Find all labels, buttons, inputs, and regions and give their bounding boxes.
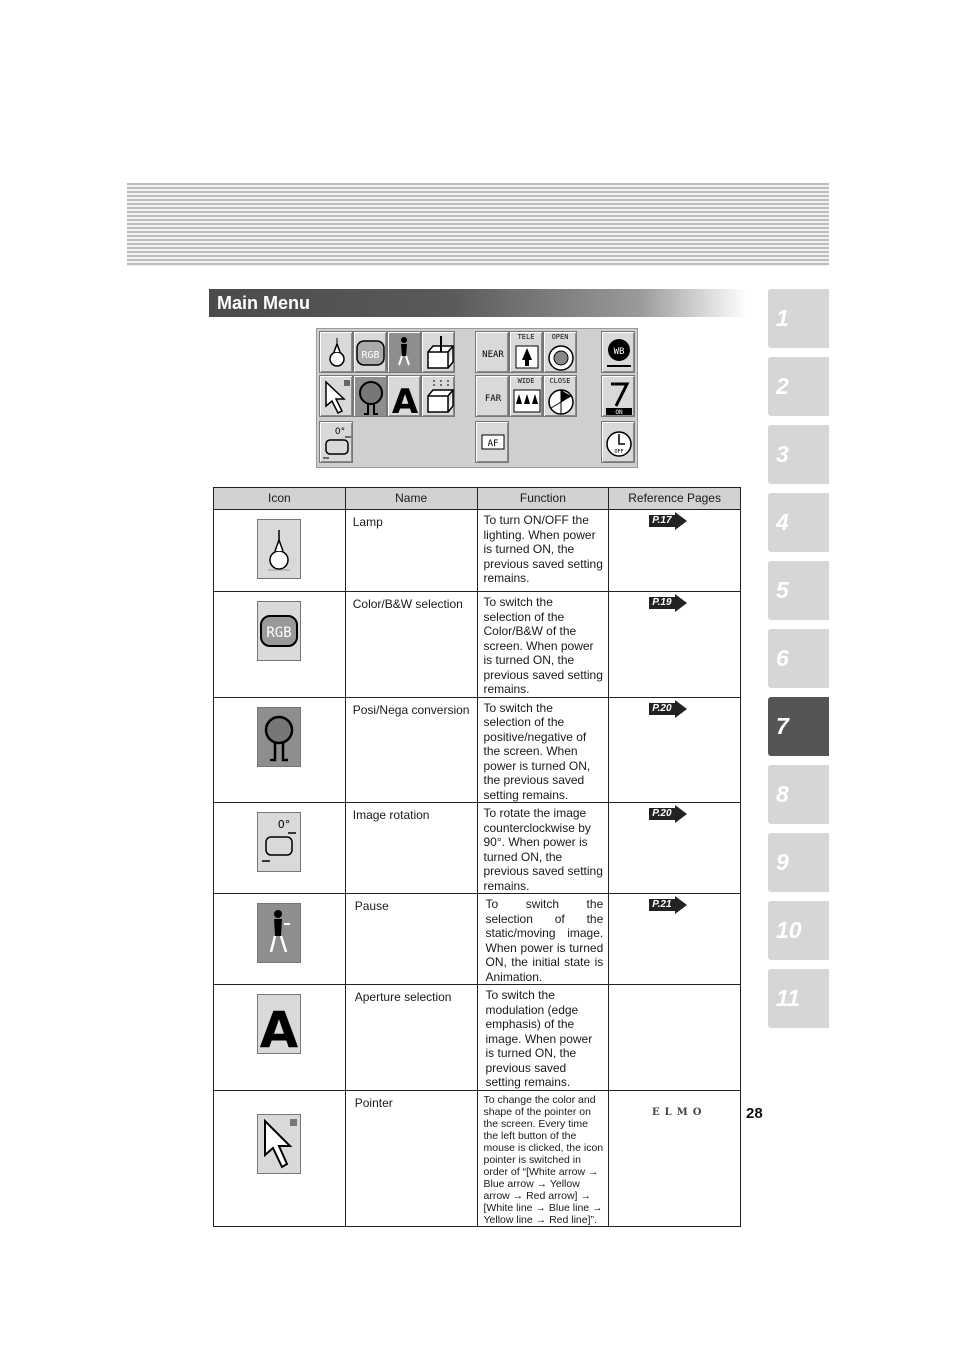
reference-page-link[interactable]: [649, 594, 689, 612]
header-stripe-band: [127, 183, 829, 266]
reference-page-link[interactable]: [649, 896, 689, 914]
wide-button[interactable]: [509, 375, 543, 417]
tele-button[interactable]: [509, 331, 543, 373]
chapter-tab-7[interactable]: 7: [768, 697, 829, 756]
posi-nega-icon: [257, 707, 301, 767]
lamp-button[interactable]: [319, 331, 353, 373]
near-button[interactable]: [475, 331, 509, 373]
on-label: ON: [615, 409, 623, 416]
header-reference-pages: Reference Pages: [609, 488, 741, 510]
row-function: To rotate the image counterclockwise by 90°. When power is turned ON, the previous saved setting remains.: [483, 806, 603, 893]
reference-page-label: P.19: [652, 597, 672, 608]
chapter-tab-3[interactable]: 3: [768, 425, 829, 484]
chapter-tab-4[interactable]: 4: [768, 493, 829, 552]
chapter-tab-6[interactable]: 6: [768, 629, 829, 688]
function-on-icon: [602, 376, 635, 417]
lamp-icon: [257, 519, 301, 579]
far-label: FAR: [484, 394, 502, 404]
posi-nega-icon: [354, 376, 387, 417]
white-balance-icon: [602, 332, 635, 373]
rotation-icon-label: 0°: [278, 818, 291, 831]
reference-page-label: P.17: [652, 515, 672, 526]
pause-icon: [257, 903, 301, 963]
table-row: [214, 985, 741, 1091]
brand-logo: ELMO: [652, 1107, 707, 1118]
row-name: Posi/Nega conversion: [345, 697, 477, 803]
af-button[interactable]: [475, 421, 509, 463]
table-row: [214, 510, 741, 592]
iris-open-icon: [544, 332, 577, 373]
rotation-icon: [320, 422, 353, 463]
chapter-tab-2[interactable]: 2: [768, 357, 829, 416]
table-row: [214, 803, 741, 894]
aperture-icon: [257, 994, 301, 1054]
pointer-button[interactable]: [319, 375, 353, 417]
reference-page-label: P.20: [652, 808, 672, 819]
chapter-tab-5[interactable]: 5: [768, 561, 829, 620]
row-function: To change the color and shape of the pointer on the screen. Every time the left button of the mouse is clicked, the icon pointer is switched in order of “[White arrow → Blue arrow → Yellow arrow → Red arrow] → [White line → Blue line → Yellow line → Red line]”.: [483, 1093, 604, 1226]
posi-nega-button[interactable]: [353, 375, 387, 417]
far-icon: [476, 376, 509, 417]
af-label: AF: [487, 439, 499, 449]
chapter-tab-10[interactable]: 10: [768, 901, 829, 960]
header-icon: Icon: [214, 488, 346, 510]
box-open-icon: [422, 376, 455, 417]
row-name: Pause: [345, 894, 477, 985]
tele-icon: [510, 332, 543, 373]
chapter-tabs: [768, 289, 830, 1037]
aperture-icon-letter: A: [260, 1001, 299, 1053]
timer-off-icon: [602, 422, 635, 463]
rotation-icon-label: 0°: [334, 427, 346, 437]
function-on-button[interactable]: [601, 375, 635, 417]
chapter-tab-9[interactable]: 9: [768, 833, 829, 892]
table-row: [214, 697, 741, 803]
section-title: Main Menu: [209, 289, 747, 317]
far-button[interactable]: [475, 375, 509, 417]
table-header-row: [214, 488, 741, 510]
wb-label: WB: [613, 347, 625, 357]
iris-open-button[interactable]: [543, 331, 577, 373]
pointer-icon: [257, 1114, 301, 1174]
chapter-tab-11[interactable]: 11: [768, 969, 829, 1028]
row-function: To switch the modulation (edge emphasis) of the image. When power is turned ON, the previous saved setting remains.: [485, 988, 593, 1089]
rgb-icon: [257, 601, 301, 661]
row-name: Aperture selection: [345, 985, 477, 1091]
aperture-icon-letter: A: [391, 382, 419, 418]
close-label: CLOSE: [549, 377, 571, 385]
white-balance-button[interactable]: [601, 331, 635, 373]
row-function: To switch the selection of the static/moving image. When power is turned ON, the initial state is Animation.: [485, 897, 604, 984]
rotation-button[interactable]: [319, 421, 353, 463]
reference-page-link[interactable]: [649, 805, 689, 823]
pointer-icon: [320, 376, 353, 417]
open-label: OPEN: [551, 333, 569, 341]
timer-off-button[interactable]: [601, 421, 635, 463]
reference-page-link[interactable]: [649, 512, 689, 530]
chapter-tab-1[interactable]: 1: [768, 289, 829, 348]
box-icon: [422, 332, 455, 373]
reference-page-empty: [609, 985, 741, 1091]
row-function: To turn ON/OFF the lighting. When power is turned ON, the previous saved setting remains.: [483, 513, 603, 585]
row-name: Pointer: [345, 1090, 477, 1226]
rgb-button[interactable]: [353, 331, 387, 373]
rgb-icon-text: RGB: [361, 350, 380, 361]
near-label: NEAR: [482, 350, 504, 360]
pause-button[interactable]: [387, 331, 421, 373]
wide-icon: [510, 376, 543, 417]
header-name: Name: [345, 488, 477, 510]
rgb-icon-text: RGB: [266, 625, 293, 641]
aperture-icon: [388, 376, 421, 417]
row-function: To switch the selection of the positive/negative of the screen. When power is turned ON, the previous saved setting remains.: [483, 700, 591, 802]
row-name: Color/B&W selection: [345, 592, 477, 698]
row-function: To switch the selection of the Color/B&W of the screen. When power is turned ON, the previous saved setting remains.: [483, 595, 603, 696]
tele-label: TELE: [517, 333, 535, 341]
off-label: OFF: [614, 449, 624, 455]
row-name: Lamp: [345, 510, 477, 592]
iris-close-button[interactable]: [543, 375, 577, 417]
row-name: Image rotation: [345, 803, 477, 894]
main-menu-panel: [316, 328, 638, 468]
reference-page-link[interactable]: [649, 700, 689, 718]
near-icon: [476, 332, 509, 373]
reference-page-label: P.20: [652, 702, 672, 714]
aperture-button[interactable]: [387, 375, 421, 417]
table-row: [214, 894, 741, 985]
header-function: Function: [477, 488, 609, 510]
iris-close-icon: [544, 376, 577, 417]
box-open-button[interactable]: [421, 375, 455, 417]
table-row: [214, 592, 741, 698]
af-icon: [476, 422, 509, 463]
wide-label: WIDE: [517, 377, 535, 385]
reference-page-label: P.21: [652, 899, 672, 910]
chapter-tab-8[interactable]: 8: [768, 765, 829, 824]
lamp-icon: [320, 332, 353, 373]
page-number: 28: [746, 1105, 763, 1122]
rotation-icon: [257, 812, 301, 872]
pause-icon: [388, 332, 421, 373]
box-button[interactable]: [421, 331, 455, 373]
rgb-icon: [354, 332, 387, 373]
